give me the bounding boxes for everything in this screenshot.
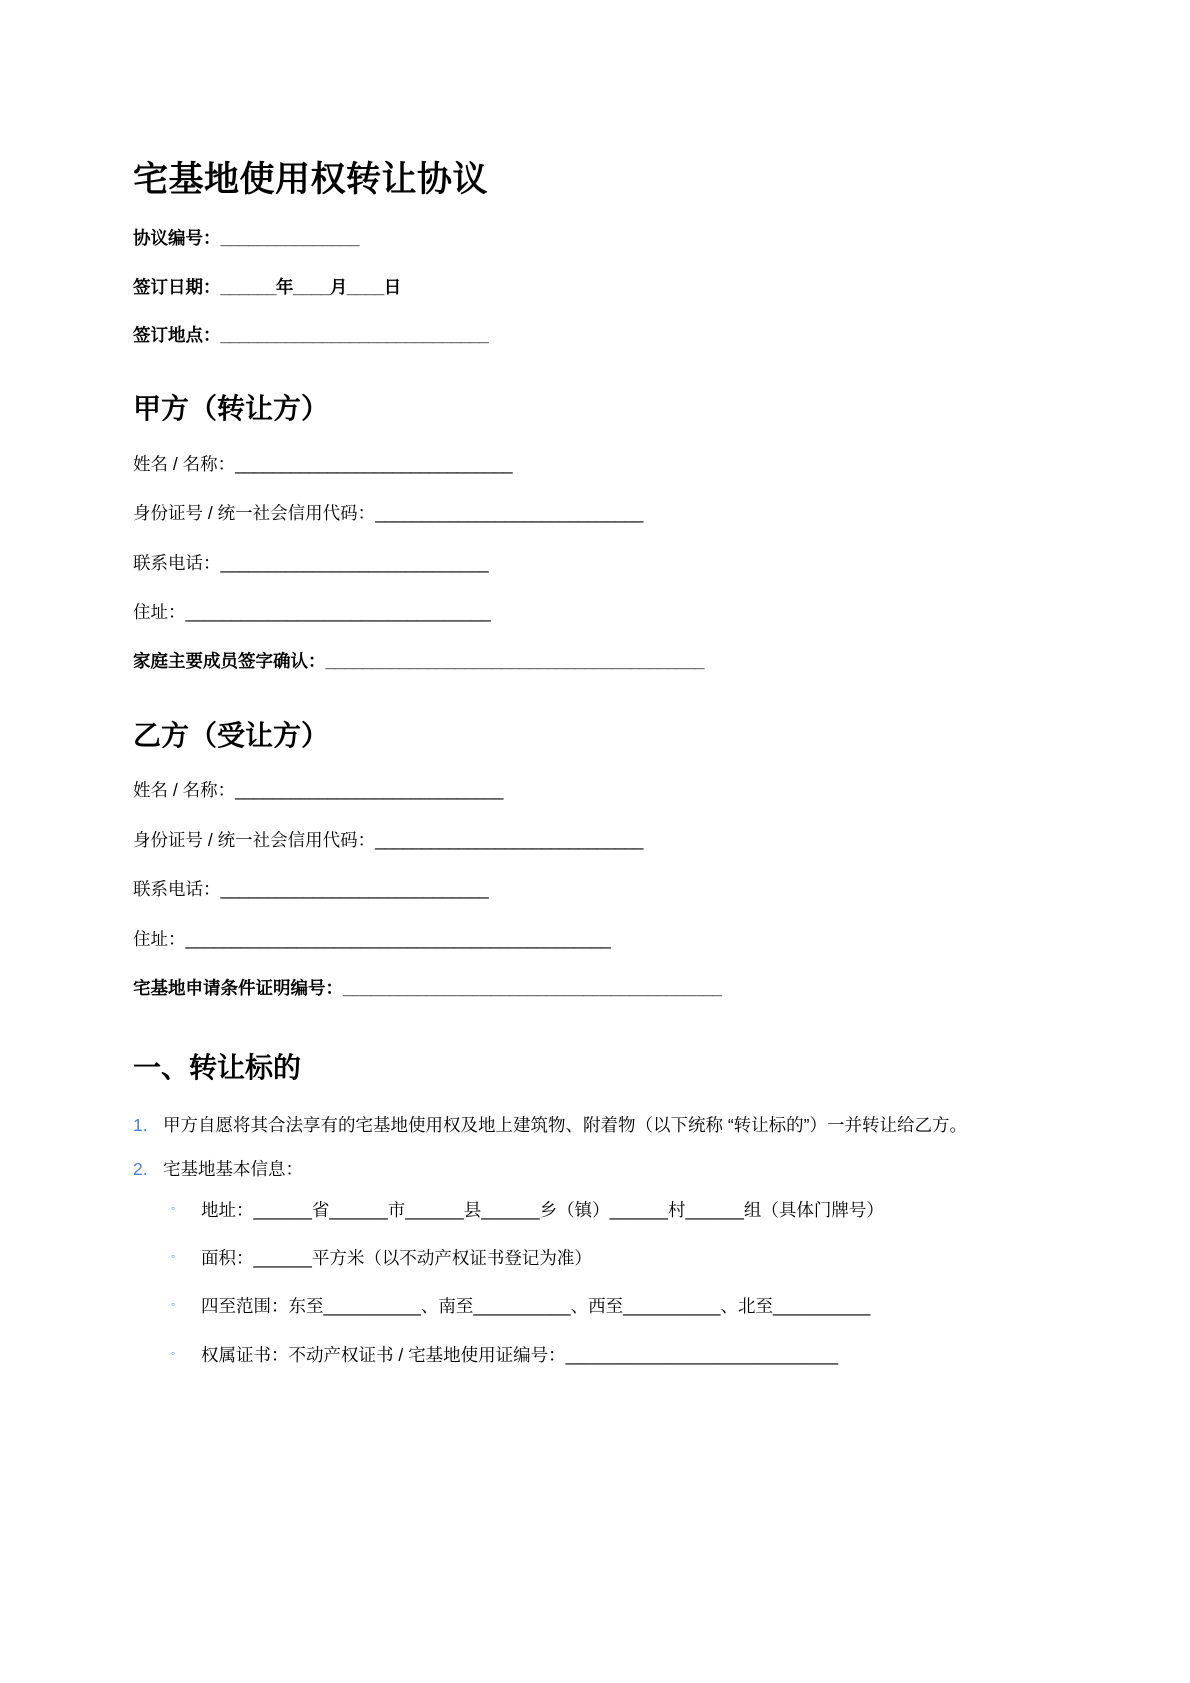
- field-label: 家庭主要成员签字确认：: [133, 651, 326, 672]
- party-a-field-id-number: [133, 501, 975, 526]
- list-marker: 1.: [133, 1114, 148, 1135]
- field-signing-date: [133, 275, 975, 300]
- heading-party-b: 乙方（受让方）: [133, 719, 330, 751]
- field-agreement-number: [133, 226, 975, 251]
- party-b-field-name: [133, 778, 975, 803]
- field-label: 住址：: [133, 928, 186, 949]
- party-a-field-name: [133, 452, 975, 477]
- field-label: 签订地点：: [133, 325, 221, 345]
- field-blank[interactable]: ______________________________: [235, 453, 513, 474]
- sublist-item-text: 面积：______平方米（以不动产权证书登记为准）: [201, 1247, 592, 1268]
- party-b-homestead-eligibility-certificate-number: [133, 976, 975, 1001]
- sublist-item-area: [163, 1244, 975, 1272]
- sublist-item-title-certificate: [163, 1341, 975, 1369]
- field-blank[interactable]: _____________________________: [375, 503, 643, 524]
- field-label: 住址：: [133, 602, 186, 623]
- section-one-list: [133, 1111, 975, 1369]
- field-blank[interactable]: _______________: [220, 228, 359, 249]
- party-a-family-signature-confirmation: [133, 649, 975, 674]
- field-blank[interactable]: _____________________________: [220, 325, 489, 345]
- list-marker: 2.: [133, 1159, 148, 1180]
- list-item: [133, 1111, 975, 1139]
- field-label: 宅基地申请条件证明编号：: [133, 977, 343, 998]
- field-label: 身份证号 / 统一社会信用代码：: [133, 829, 376, 850]
- field-blank[interactable]: ______________________________________________: [185, 928, 611, 949]
- field-label: 身份证号 / 统一社会信用代码：: [133, 503, 376, 524]
- list-item-text: 甲方自愿将其合法享有的宅基地使用权及地上建筑物、附着物（以下统称 “转让标的”）一并转让给乙方。: [163, 1114, 968, 1135]
- sublist-item-text: 地址：______省______市______县______乡（镇）______村______组（具体门牌号）: [201, 1199, 884, 1220]
- bullet-icon: ◦: [171, 1248, 176, 1263]
- field-blank[interactable]: _________________________________: [185, 602, 491, 623]
- field-blank[interactable]: _____________________________: [220, 879, 489, 900]
- field-blank[interactable]: _____________________________: [235, 780, 503, 801]
- bullet-icon: ◦: [171, 1297, 176, 1312]
- sublist-item-boundaries: [163, 1292, 975, 1320]
- sublist-item-text: 权属证书：不动产权证书 / 宅基地使用证编号：____________________________: [201, 1344, 839, 1365]
- party-a-field-phone: [133, 551, 975, 576]
- field-label: 协议编号：: [133, 228, 221, 249]
- party-b-field-phone: [133, 877, 975, 902]
- list-item: [133, 1155, 975, 1369]
- field-label: 联系电话：: [133, 552, 221, 573]
- field-signing-place: [133, 323, 975, 348]
- party-b-field-address: [133, 927, 975, 952]
- page-title: 宅基地使用权转让协议: [133, 160, 489, 199]
- field-label: 签订日期：: [133, 276, 221, 297]
- field-blank[interactable]: ______年____月____日: [220, 276, 401, 297]
- list-item-text: 宅基地基本信息：: [163, 1159, 303, 1180]
- field-label: 姓名 / 名称：: [133, 453, 236, 474]
- party-a-field-address: [133, 600, 975, 625]
- field-blank[interactable]: _________________________________________: [343, 977, 722, 998]
- heading-section-one: 一、转让标的: [133, 1052, 302, 1084]
- field-blank[interactable]: _____________________________: [375, 829, 643, 850]
- party-b-field-id-number: [133, 828, 975, 853]
- bullet-icon: ◦: [171, 1345, 176, 1360]
- field-blank[interactable]: _____________________________: [220, 552, 489, 573]
- sublist-item-address: [163, 1196, 975, 1224]
- field-label: 联系电话：: [133, 879, 221, 900]
- heading-party-a: 甲方（转让方）: [133, 393, 330, 425]
- field-blank[interactable]: _________________________________________: [325, 651, 705, 672]
- homestead-info-sublist: [163, 1196, 975, 1369]
- field-label: 姓名 / 名称：: [133, 780, 236, 801]
- bullet-icon: ◦: [171, 1200, 176, 1215]
- sublist-item-text: 四至范围：东至__________、南至__________、西至__________、北至__________: [201, 1296, 871, 1317]
